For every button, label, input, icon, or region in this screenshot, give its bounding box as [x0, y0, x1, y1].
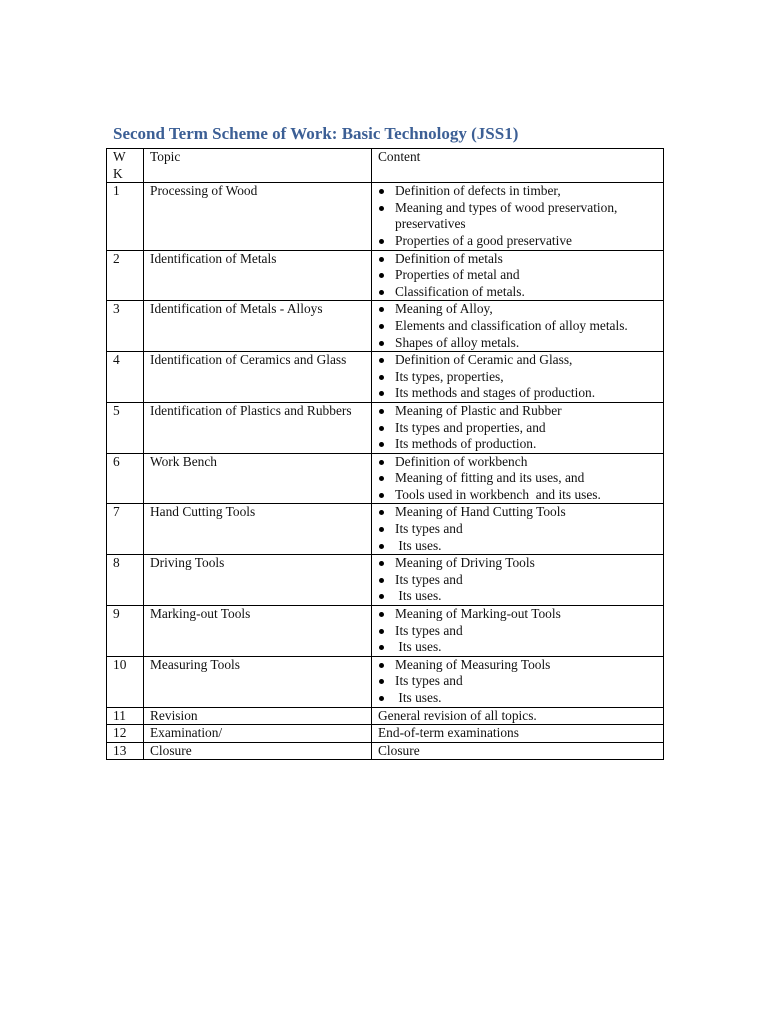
- topic-cell: Identification of Ceramics and Glass: [144, 352, 372, 403]
- content-bullet-list: [378, 504, 663, 554]
- list-item: [378, 639, 663, 656]
- list-item-text: Meaning and types of wood preservation, preservatives: [395, 199, 621, 232]
- table-row: [107, 606, 664, 657]
- topic-cell: Hand Cutting Tools: [144, 504, 372, 555]
- table-row: [107, 656, 664, 707]
- bullet-icon: [379, 527, 384, 532]
- list-item: [378, 335, 663, 352]
- week-number: 10: [107, 656, 144, 707]
- list-item: [378, 690, 663, 707]
- table-row: [107, 250, 664, 301]
- list-item-text: Its types, properties,: [395, 368, 504, 384]
- bullet-icon: [379, 442, 384, 447]
- list-item: [378, 385, 663, 402]
- week-number: 7: [107, 504, 144, 555]
- table-row: [107, 555, 664, 606]
- content-bullet-list: [378, 301, 663, 351]
- list-item-text: Definition of defects in timber,: [395, 183, 561, 199]
- content-cell: [372, 301, 664, 352]
- content-bullet-list: [378, 183, 663, 249]
- list-item: [378, 183, 663, 200]
- list-item: [378, 200, 663, 233]
- table-row: [107, 504, 664, 555]
- bullet-icon: [379, 358, 384, 363]
- table-header-row: [107, 149, 664, 183]
- list-item: [378, 233, 663, 250]
- table-row: [107, 742, 664, 760]
- table-row: [107, 725, 664, 743]
- content-bullet-list: [378, 352, 663, 402]
- content-bullet-list: [378, 454, 663, 504]
- list-item-text: Its methods of production.: [395, 436, 537, 452]
- list-item-text: Its types and: [395, 622, 463, 638]
- header-content: Content: [372, 149, 664, 183]
- content-bullet-list: [378, 657, 663, 707]
- bullet-icon: [379, 257, 384, 262]
- bullet-icon: [379, 679, 384, 684]
- list-item: [378, 420, 663, 437]
- list-item: [378, 504, 663, 521]
- list-item: [378, 623, 663, 640]
- header-week-line2: K: [113, 165, 123, 181]
- bullet-icon: [379, 510, 384, 515]
- list-item: [378, 436, 663, 453]
- list-item: [378, 487, 663, 504]
- list-item: [378, 403, 663, 420]
- content-cell: [372, 250, 664, 301]
- topic-cell: Identification of Metals: [144, 250, 372, 301]
- content-cell: [372, 606, 664, 657]
- list-item: [378, 673, 663, 690]
- list-item-text: Shapes of alloy metals.: [395, 334, 520, 350]
- list-item-text: Definition of metals: [395, 250, 503, 266]
- list-item-text: Meaning of Alloy,: [395, 301, 493, 317]
- bullet-icon: [379, 239, 384, 244]
- list-item-text: Meaning of fitting and its uses, and: [395, 470, 585, 486]
- week-number: 9: [107, 606, 144, 657]
- topic-cell: Identification of Plastics and Rubbers: [144, 402, 372, 453]
- list-item-text: Definition of workbench: [395, 453, 528, 469]
- topic-cell: Examination/: [144, 725, 372, 743]
- list-item: [378, 572, 663, 589]
- list-item-text: Meaning of Plastic and Rubber: [395, 402, 562, 418]
- content-cell: [372, 656, 664, 707]
- document-title: Second Term Scheme of Work: Basic Technology (JSS1): [113, 124, 519, 143]
- table-row: [107, 301, 664, 352]
- list-item: [378, 251, 663, 268]
- list-item-text: Meaning of Driving Tools: [395, 555, 535, 571]
- week-number: 13: [107, 742, 144, 760]
- content-bullet-list: [378, 403, 663, 453]
- content-cell: [372, 183, 664, 250]
- content-cell: [372, 555, 664, 606]
- content-cell: General revision of all topics.: [372, 707, 664, 725]
- content-bullet-list: [378, 251, 663, 301]
- week-number: 2: [107, 250, 144, 301]
- content-bullet-list: [378, 606, 663, 656]
- table-row: [107, 453, 664, 504]
- list-item: [378, 606, 663, 623]
- list-item: [378, 521, 663, 538]
- bullet-icon: [379, 663, 384, 668]
- list-item-text: Its types and properties, and: [395, 419, 546, 435]
- bullet-icon: [379, 696, 384, 701]
- list-item: [378, 284, 663, 301]
- bullet-icon: [379, 375, 384, 380]
- bullet-icon: [379, 561, 384, 566]
- table-row: [107, 707, 664, 725]
- list-item-text: Its uses.: [395, 588, 442, 604]
- topic-cell: Revision: [144, 707, 372, 725]
- bullet-icon: [379, 273, 384, 278]
- list-item: [378, 318, 663, 335]
- bullet-icon: [379, 578, 384, 583]
- bullet-icon: [379, 612, 384, 617]
- bullet-icon: [379, 409, 384, 414]
- list-item-text: Its types and: [395, 673, 463, 689]
- content-cell: [372, 504, 664, 555]
- list-item-text: Elements and classification of alloy metals.: [395, 317, 628, 333]
- week-number: 5: [107, 402, 144, 453]
- topic-cell: Processing of Wood: [144, 183, 372, 250]
- topic-cell: Marking-out Tools: [144, 606, 372, 657]
- list-item-text: Its types and: [395, 571, 463, 587]
- list-item: [378, 267, 663, 284]
- list-item: [378, 470, 663, 487]
- week-number: 8: [107, 555, 144, 606]
- content-cell: End-of-term examinations: [372, 725, 664, 743]
- list-item: [378, 657, 663, 674]
- content-bullet-list: [378, 555, 663, 605]
- bullet-icon: [379, 391, 384, 396]
- topic-cell: Measuring Tools: [144, 656, 372, 707]
- list-item: [378, 454, 663, 471]
- table-row: [107, 402, 664, 453]
- content-cell: [372, 352, 664, 403]
- bullet-icon: [379, 324, 384, 329]
- list-item-text: Its uses.: [395, 537, 442, 553]
- bullet-icon: [379, 290, 384, 295]
- list-item: [378, 369, 663, 386]
- topic-cell: Driving Tools: [144, 555, 372, 606]
- week-number: 4: [107, 352, 144, 403]
- table-row: [107, 352, 664, 403]
- list-item-text: Meaning of Hand Cutting Tools: [395, 504, 566, 520]
- topic-cell: Closure: [144, 742, 372, 760]
- bullet-icon: [379, 645, 384, 650]
- list-item-text: Definition of Ceramic and Glass,: [395, 352, 573, 368]
- content-cell: Closure: [372, 742, 664, 760]
- list-item-text: Properties of a good preservative: [395, 232, 572, 248]
- bullet-icon: [379, 594, 384, 599]
- list-item-text: Meaning of Measuring Tools: [395, 656, 551, 672]
- week-number: 3: [107, 301, 144, 352]
- header-week: [107, 149, 144, 183]
- content-cell: [372, 453, 664, 504]
- week-number: 6: [107, 453, 144, 504]
- bullet-icon: [379, 544, 384, 549]
- bullet-icon: [379, 426, 384, 431]
- week-number: 11: [107, 707, 144, 725]
- week-number: 12: [107, 725, 144, 743]
- bullet-icon: [379, 189, 384, 194]
- list-item: [378, 588, 663, 605]
- bullet-icon: [379, 460, 384, 465]
- week-number: 1: [107, 183, 144, 250]
- list-item-text: Classification of metals.: [395, 283, 525, 299]
- scheme-table: [106, 148, 664, 760]
- bullet-icon: [379, 629, 384, 634]
- list-item-text: Its types and: [395, 521, 463, 537]
- content-cell: [372, 402, 664, 453]
- header-week-line1: W: [113, 149, 126, 164]
- bullet-icon: [379, 341, 384, 346]
- header-topic: Topic: [144, 149, 372, 183]
- list-item: [378, 352, 663, 369]
- list-item-text: Its uses.: [395, 690, 442, 705]
- topic-cell: Work Bench: [144, 453, 372, 504]
- list-item: [378, 555, 663, 572]
- bullet-icon: [379, 493, 384, 498]
- list-item-text: Tools used in workbench and its uses.: [395, 486, 601, 502]
- bullet-icon: [379, 307, 384, 312]
- bullet-icon: [379, 206, 384, 211]
- list-item-text: Meaning of Marking-out Tools: [395, 606, 561, 622]
- bullet-icon: [379, 476, 384, 481]
- list-item: [378, 538, 663, 555]
- table-row: [107, 183, 664, 250]
- list-item-text: Its methods and stages of production.: [395, 385, 596, 401]
- list-item-text: Properties of metal and: [395, 267, 520, 283]
- list-item-text: Its uses.: [395, 639, 442, 655]
- topic-cell: Identification of Metals - Alloys: [144, 301, 372, 352]
- list-item: [378, 301, 663, 318]
